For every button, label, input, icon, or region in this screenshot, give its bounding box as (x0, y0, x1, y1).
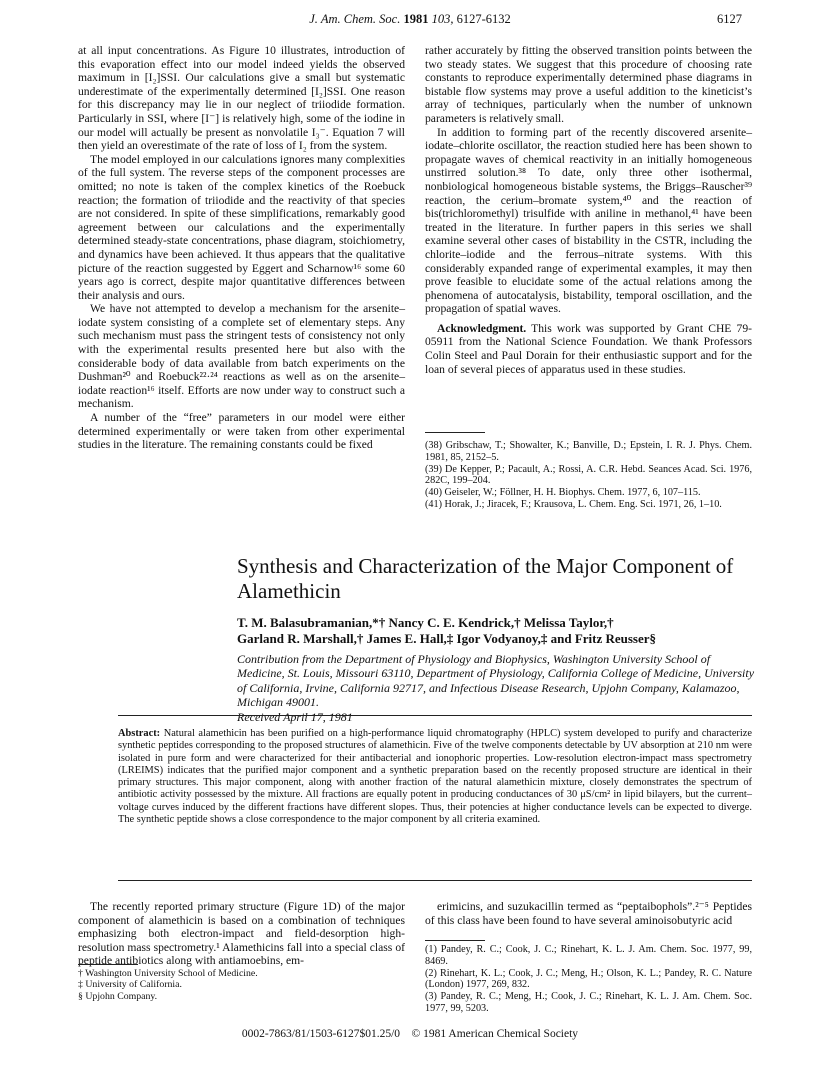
affiliation-text: Contribution from the Department of Physiology and Biophysics, Washington University School of Medicine, St. Louis, Missouri 63110, Department of Physiology, California College of Medicine, University of California, Irvine, California 92717, and Infectious Disease Research, Upjohn Company, Kalamazoo, Michigan 49001. (237, 652, 755, 710)
paragraph: at all input concentrations. As Figure 10 illustrates, introduction of this evaporation effect into our model indeed yields the observed maximum in [I₂]SSI. Our calculations give a small but systematic underestimate of the experimentally determined [I₂]SSI. One reason for this discrepancy may lie in our neglect of triiodide formation. Particularly in SSI, where [I⁻] is relatively high, some of the iodine in our model will actually be present as nonvolatile I₃⁻. Equation 7 will then yield an overestimate of the rate of loss of I₂ from the system. (78, 44, 405, 153)
acknowledgment (425, 322, 752, 376)
running-header (0, 12, 820, 30)
abstract (118, 728, 752, 826)
reference: (39) De Kepper, P.; Pacault, A.; Rossi, A. C.R. Hebd. Seances Acad. Sci. 1976, 282C, 199–204. (425, 463, 752, 487)
prev-article-right-column (425, 44, 752, 376)
journal-pages: 6127-6132 (456, 12, 511, 26)
acknowledgment-label: Acknowledgment. (437, 321, 527, 335)
footnote: § Upjohn Company. (78, 990, 158, 1002)
paragraph: A number of the “free” parameters in our model were either determined experimentally or were taken from other experimental studies in the literature. The remaining constants could be fixed (78, 411, 405, 452)
reference: (41) Horak, J.; Jiracek, F.; Krausova, L. Chem. Eng. Sci. 1971, 26, 1–10. (425, 498, 722, 510)
paragraph: We have not attempted to develop a mechanism for the arsenite–iodate system consisting of a complete set of elementary steps. Any such mechanism must pass the stringent tests of consistency not only with the experimental results presented here but also with the considerable body of data available from batch experiments on the Dushman²⁰ and Roebuck²²·²⁴ reactions as well as on the arsenite–iodate reaction¹⁶ itself. Efforts are now under way to construct such a mechanism. (78, 302, 405, 411)
paragraph: In addition to forming part of the recently discovered arsenite–iodate–chlorite oscillator, the reaction studied here has been shown to propagate waves of chemical reactivity in an initially homogeneous unstirred solution.³⁸ To date, only three other isothermal, nonbiological homogeneous bistable systems, the Briggs–Rauscher³⁹ reaction, the cerium–bromate system,⁴⁰ and the reaction of bis(trichloromethyl) trisulfide with aniline in methanol,⁴¹ have been treated in the literature. In further papers in this series we shall examine several other cases of bistability in the CSTR, including the chlorite–iodide and the ferrous–nitrate systems. With this considerably expanded range of experimental examples, it may then prove feasible to elucidate some of the actual relations among the phenomena of autocatalysis, bistability, temporal oscillation, and the propagation of spatial waves. (425, 125, 752, 316)
journal-citation (0, 12, 820, 27)
article-references (425, 944, 752, 1015)
received-date: Received April 17, 1981 (237, 709, 353, 724)
references-divider (425, 432, 485, 433)
reference: (40) Geiseler, W.; Föllner, H. H. Biophys. Chem. 1977, 6, 107–115. (425, 487, 701, 499)
prev-article-left-column (78, 44, 405, 452)
reference: (3) Pandey, R. C.; Meng, H.; Cook, J. C.; Rinehart, K. L. J. Am. Chem. Soc. 1977, 99, 5203. (425, 991, 752, 1014)
article-references-divider (425, 940, 485, 941)
reference: (38) Gribschaw, T.; Showalter, K.; Banville, D.; Epstein, I. R. J. Phys. Chem. 1981, 85, 2152–5. (425, 440, 752, 463)
abstract-text: Natural alamethicin has been purified on a high-performance liquid chromatography (HPLC) system developed to purify and characterize synthetic peptides corresponding to the proposed structures of alamethicin. Five of the twelve components detectable by UV absorption at 210 nm were isolated in pure form and were characterized for their antibacterial and ionophoric properties. Low-resolution electron-impact mass spectrometry (LREIMS) indicates that the purified major component and a synthetic preparation based on the recently proposed structure are identical in their primary structures. This major component, along with another fraction of the natural alamethicin mixture, closely demonstrates the spectrum of antibiotic activity possessed by the mixture. All fractions are equally potent in producing conductances of 30 μS/cm² in lipid bilayers, but the current–voltage curves induced by the different fractions have different slopes. Thus, their potencies at higher conductance levels can be expected to diverge. The synthetic peptide shows a close correspondence to the major component by all criteria examined. (118, 728, 752, 826)
article-right-column (425, 900, 752, 927)
authors (237, 615, 757, 647)
prev-article-references (425, 440, 752, 511)
footnote-divider (78, 964, 138, 965)
affiliation (237, 652, 757, 724)
footnote: ‡ University of California. (78, 979, 182, 991)
abstract-bottom-rule (118, 880, 752, 881)
journal-volume: 103, (431, 12, 454, 26)
paragraph: erimicins, and suzukacillin termed as “peptaibophols”.²⁻⁵ Peptides of this class have been found to have several aminoisobutyric acid (425, 900, 752, 927)
article-code: 0002-7863/81/1503-6127$01.25/0 (241, 1028, 401, 1040)
reference: (1) Pandey, R. C.; Cook, J. C.; Rinehart, K. L. J. Am. Chem. Soc. 1977, 99, 8469. (425, 944, 752, 967)
paragraph: rather accurately by fitting the observed transition points between the two steady states. We suggest that this procedure of choosing rate constants to reproduce experimentally determined phase diagrams in bistable flow systems may prove a useful addition to the kineticist’s array of techniques, particularly when the number of unknown parameters is relatively small. (425, 44, 752, 125)
paragraph: The model employed in our calculations ignores many complexities of the full system. The reverse steps of the component processes are omitted; no note is taken of the complex kinetics of the Roebuck reaction; the formation of triiodide and the reactivity of that species are not considered. In spite of these simplifications, remarkably good agreement between our calculations and the experimentally determined steady-state concentrations, phase diagram, stoichiometry, and dynamics have been achieved. It thus appears that the qualitative picture of the reaction suggested by Eggert and Scharnow¹⁶ some 60 years ago is correct, despite major quantitative differences between their analysis and ours. (78, 152, 405, 302)
copyright: © 1981 American Chemical Society (411, 1028, 579, 1040)
page-number: 6127 (717, 12, 742, 26)
article-title: Synthesis and Characterization of the Major Component of Alamethicin (237, 554, 734, 603)
abstract-top-rule (118, 715, 752, 716)
reference: (2) Rinehart, K. L.; Cook, J. C.; Meng, H.; Olson, K. L.; Pandey, R. C. Nature (London) 1977, 269, 832. (425, 967, 752, 991)
journal-name: J. Am. Chem. Soc. (309, 12, 401, 26)
footnote: † Washington University School of Medicine. (78, 968, 258, 979)
page-footer (0, 1028, 820, 1040)
paragraph: The recently reported primary structure (Figure 1D) of the major component of alamethicin is based on a combination of techniques emphasizing both electron-impact and field-desorption high-resolution mass spectrometry.¹ Alamethicins fall into a special class of peptide antibiotics along with antiamoebins, em- (78, 900, 405, 968)
authors-line: Garland R. Marshall,† James E. Hall,‡ Igor Vodyanoy,‡ and Fritz Reusser§ (237, 631, 657, 646)
article-left-column (78, 900, 405, 968)
acknowledgment-text: This work was supported by Grant CHE 79-05911 from the National Science Foundation. We thank Professors Colin Steel and Paul Dorain for their enthusiastic support and for the loan of several pieces of apparatus used in these studies. (425, 321, 752, 376)
abstract-label: Abstract: (118, 728, 161, 739)
authors-line: T. M. Balasubramanian,*† Nancy C. E. Kendrick,† Melissa Taylor,† (237, 615, 614, 630)
journal-year: 1981 (403, 12, 429, 26)
author-footnotes (78, 968, 405, 1002)
